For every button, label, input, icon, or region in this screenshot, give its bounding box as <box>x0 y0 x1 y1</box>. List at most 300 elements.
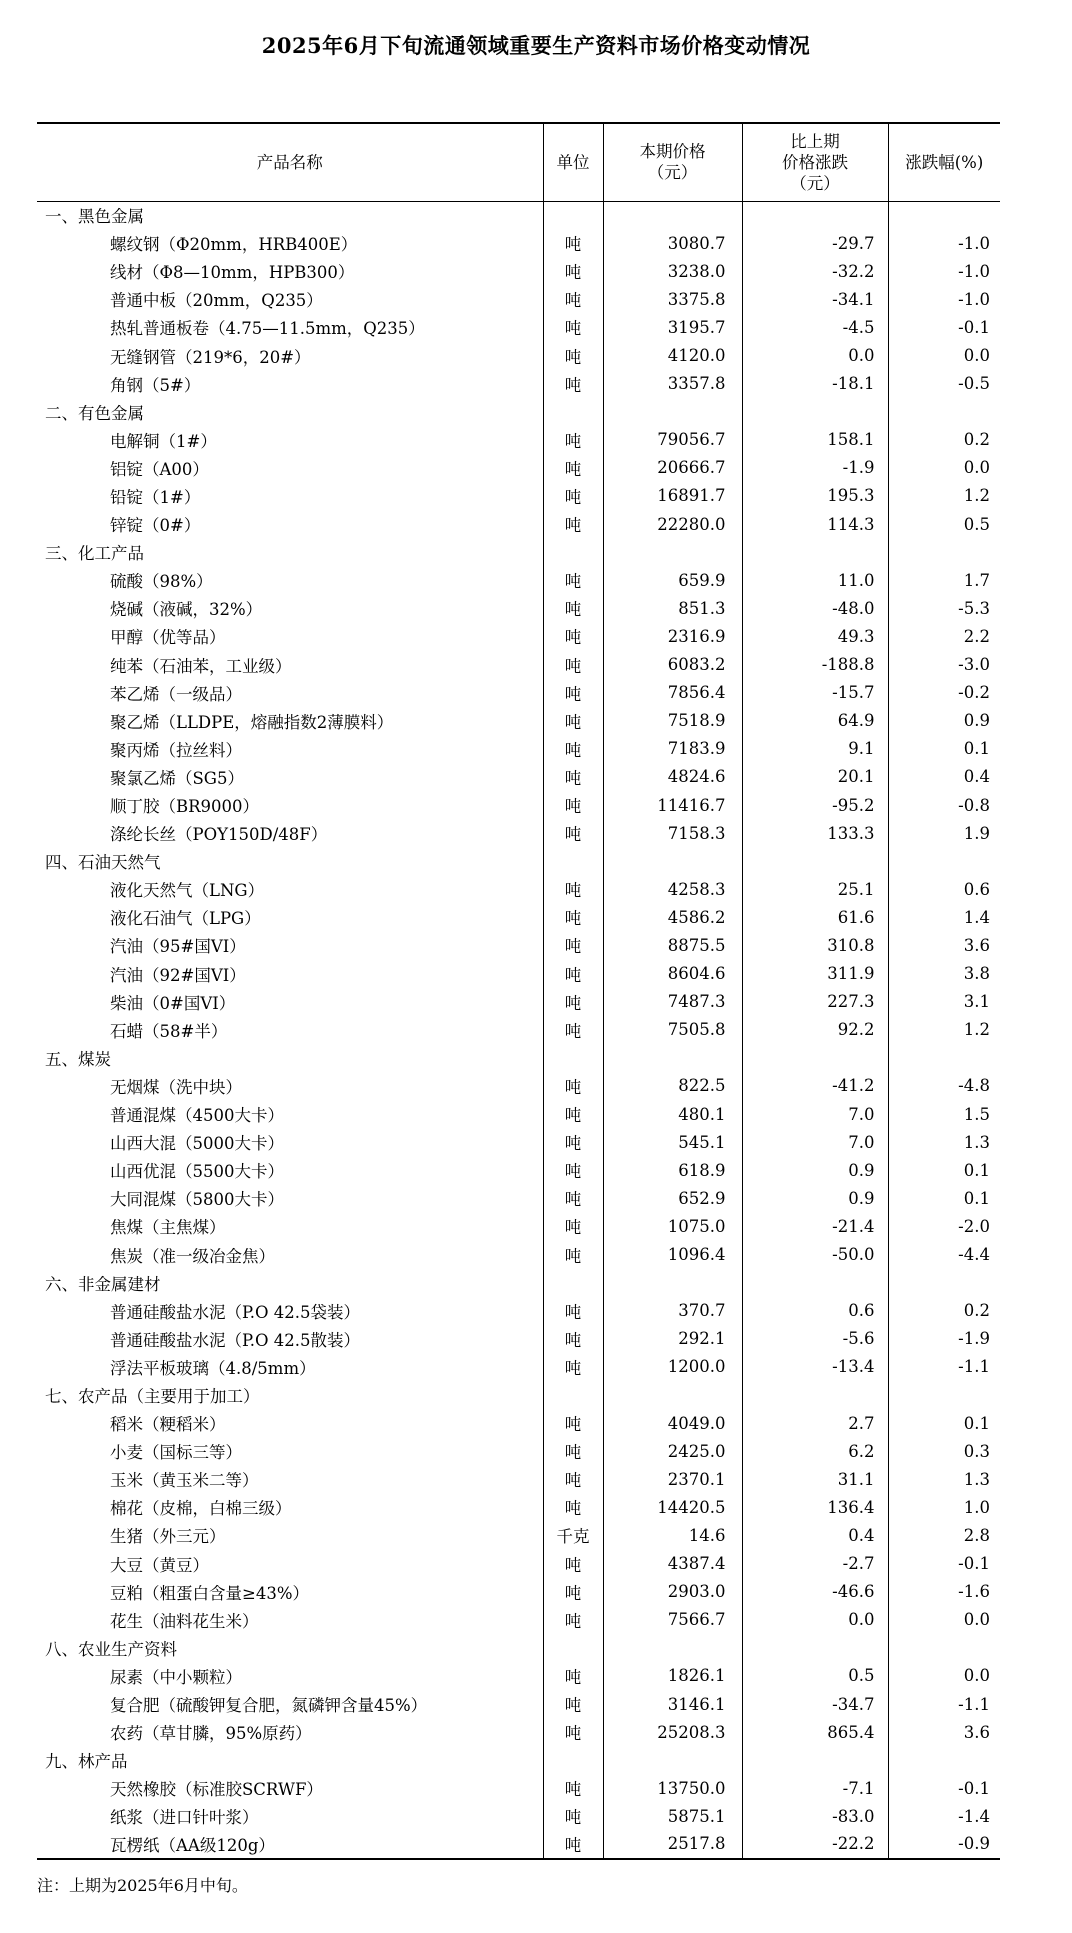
current-price: 618.9 <box>603 1156 742 1184</box>
price-change: 64.9 <box>742 707 888 735</box>
table-row <box>37 1240 1000 1268</box>
page-title: 2025年6月下旬流通领域重要生产资料市场价格变动情况 <box>261 33 811 58</box>
category-row <box>37 1746 1000 1774</box>
product-name: 铅锭（1#） <box>110 487 201 507</box>
table-row <box>37 510 1000 538</box>
unit-cell: 吨 <box>543 875 603 903</box>
product-name: 无缝钢管（219*6，20#） <box>110 347 311 367</box>
product-name: 稻米（粳稻米） <box>110 1415 226 1435</box>
table-row <box>37 819 1000 847</box>
current-price: 659.9 <box>603 566 742 594</box>
table-row <box>37 1774 1000 1802</box>
product-name: 石蜡（58#半） <box>110 1021 228 1041</box>
product-name: 顺丁胶（BR9000） <box>110 797 260 817</box>
header-product-name: 产品名称 <box>37 123 543 201</box>
unit-cell: 千克 <box>543 1521 603 1549</box>
change-percent: 0.9 <box>888 707 1000 735</box>
current-price: 7856.4 <box>603 679 742 707</box>
product-name: 花生（油料花生米） <box>110 1611 259 1631</box>
product-name: 柴油（0#国VI） <box>110 993 236 1013</box>
header-unit: 单位 <box>543 123 603 201</box>
empty-cell <box>742 1044 888 1072</box>
empty-cell <box>742 1634 888 1662</box>
empty-cell <box>543 1634 603 1662</box>
current-price: 79056.7 <box>603 426 742 454</box>
price-change: -188.8 <box>742 651 888 679</box>
price-change: 158.1 <box>742 426 888 454</box>
table-row <box>37 1662 1000 1690</box>
product-name: 纯苯（石油苯，工业级） <box>110 656 292 676</box>
category-name: 三、化工产品 <box>45 544 144 564</box>
empty-cell <box>888 1381 1000 1409</box>
current-price: 14420.5 <box>603 1493 742 1521</box>
unit-cell: 吨 <box>543 1606 603 1634</box>
unit-cell: 吨 <box>543 931 603 959</box>
change-percent: 1.4 <box>888 903 1000 931</box>
unit-cell: 吨 <box>543 960 603 988</box>
current-price: 7505.8 <box>603 1016 742 1044</box>
table-row <box>37 1325 1000 1353</box>
price-change: 7.0 <box>742 1100 888 1128</box>
empty-cell <box>543 201 603 229</box>
price-change: 227.3 <box>742 988 888 1016</box>
change-percent: 0.4 <box>888 763 1000 791</box>
product-name: 硫酸（98%） <box>110 572 213 592</box>
product-name: 涤纶长丝（POY150D/48F） <box>110 825 328 845</box>
table-row <box>37 1802 1000 1830</box>
unit-cell: 吨 <box>543 819 603 847</box>
change-percent: -0.1 <box>888 313 1000 341</box>
change-percent: -0.2 <box>888 679 1000 707</box>
current-price: 1200.0 <box>603 1353 742 1381</box>
price-change: 0.6 <box>742 1297 888 1325</box>
table-row <box>37 426 1000 454</box>
price-change: -7.1 <box>742 1774 888 1802</box>
unit-cell: 吨 <box>543 370 603 398</box>
product-name: 浮法平板玻璃（4.8/5mm） <box>110 1358 316 1378</box>
current-price: 6083.2 <box>603 651 742 679</box>
empty-cell <box>543 538 603 566</box>
current-price: 4586.2 <box>603 903 742 931</box>
header-price-change-line3: （元） <box>790 173 840 193</box>
current-price: 545.1 <box>603 1128 742 1156</box>
unit-cell: 吨 <box>543 763 603 791</box>
product-name: 聚丙烯（拉丝料） <box>110 740 242 760</box>
unit-cell: 吨 <box>543 510 603 538</box>
unit-cell: 吨 <box>543 1128 603 1156</box>
price-change: -29.7 <box>742 229 888 257</box>
empty-cell <box>603 201 742 229</box>
header-current-price-line2: （元） <box>647 163 698 183</box>
change-percent: 0.5 <box>888 510 1000 538</box>
product-name: 普通硅酸盐水泥（P.O 42.5袋装） <box>110 1302 361 1322</box>
product-name: 角钢（5#） <box>110 375 201 395</box>
product-name: 大豆（黄豆） <box>110 1555 209 1575</box>
table-row <box>37 1212 1000 1240</box>
price-change: 20.1 <box>742 763 888 791</box>
table-row <box>37 1606 1000 1634</box>
change-percent: 0.2 <box>888 1297 1000 1325</box>
price-change: 0.9 <box>742 1156 888 1184</box>
price-change: 31.1 <box>742 1465 888 1493</box>
category-row <box>37 847 1000 875</box>
price-change: 25.1 <box>742 875 888 903</box>
price-change: 311.9 <box>742 960 888 988</box>
unit-cell: 吨 <box>543 426 603 454</box>
price-change: -13.4 <box>742 1353 888 1381</box>
price-change: 114.3 <box>742 510 888 538</box>
product-name: 烧碱（液碱，32%） <box>110 600 263 620</box>
category-name: 五、煤炭 <box>45 1049 111 1069</box>
product-name: 焦煤（主焦煤） <box>110 1218 226 1238</box>
product-name: 苯乙烯（一级品） <box>110 684 242 704</box>
change-percent: 0.1 <box>888 1156 1000 1184</box>
unit-cell: 吨 <box>543 1156 603 1184</box>
price-change: 6.2 <box>742 1437 888 1465</box>
change-percent: -4.8 <box>888 1072 1000 1100</box>
empty-cell <box>742 1381 888 1409</box>
table-row <box>37 1128 1000 1156</box>
unit-cell: 吨 <box>543 1353 603 1381</box>
empty-cell <box>603 1269 742 1297</box>
table-row <box>37 229 1000 257</box>
footnote: 注：上期为2025年6月中旬。 <box>37 1876 248 1895</box>
table-row <box>37 341 1000 369</box>
price-change: 11.0 <box>742 566 888 594</box>
table-row <box>37 1578 1000 1606</box>
product-name: 瓦楞纸（AA级120g） <box>37 1830 543 1858</box>
price-change: 136.4 <box>742 1493 888 1521</box>
change-percent: 3.1 <box>888 988 1000 1016</box>
current-price: 3195.7 <box>603 313 742 341</box>
product-name: 线材（Φ8—10mm，HPB300） <box>110 263 355 283</box>
empty-cell <box>888 538 1000 566</box>
unit-cell: 吨 <box>543 313 603 341</box>
current-price: 7566.7 <box>603 1606 742 1634</box>
price-change: 49.3 <box>742 622 888 650</box>
product-name: 液化石油气（LPG） <box>110 909 261 929</box>
unit-cell: 吨 <box>543 1690 603 1718</box>
current-price: 4387.4 <box>603 1550 742 1578</box>
change-percent: 0.1 <box>888 735 1000 763</box>
unit-cell: 吨 <box>543 1578 603 1606</box>
unit-cell: 吨 <box>543 1437 603 1465</box>
price-change: -95.2 <box>742 791 888 819</box>
table-row <box>37 1830 1000 1858</box>
change-percent: -1.1 <box>888 1690 1000 1718</box>
price-change: 61.6 <box>742 903 888 931</box>
unit-cell: 吨 <box>543 1072 603 1100</box>
change-percent: -0.1 <box>888 1550 1000 1578</box>
price-change: -5.6 <box>742 1325 888 1353</box>
unit-cell: 吨 <box>543 1212 603 1240</box>
price-change: -32.2 <box>742 257 888 285</box>
price-change: 0.0 <box>742 1606 888 1634</box>
table-row <box>37 791 1000 819</box>
unit-cell: 吨 <box>543 1774 603 1802</box>
change-percent: 1.7 <box>888 566 1000 594</box>
price-change: -18.1 <box>742 370 888 398</box>
price-change: -2.7 <box>742 1550 888 1578</box>
current-price: 292.1 <box>603 1325 742 1353</box>
product-name: 农药（草甘膦，95%原药） <box>110 1724 312 1744</box>
change-percent: 3.8 <box>888 960 1000 988</box>
unit-cell: 吨 <box>543 257 603 285</box>
empty-cell <box>888 1044 1000 1072</box>
header-change-percent: 涨跌幅(%) <box>888 123 1000 201</box>
empty-cell <box>888 847 1000 875</box>
empty-cell <box>603 1746 742 1774</box>
product-name: 普通混煤（4500大卡） <box>110 1106 284 1126</box>
product-name: 大同混煤（5800大卡） <box>110 1190 284 1210</box>
current-price: 7518.9 <box>603 707 742 735</box>
table-row <box>37 285 1000 313</box>
category-name: 二、有色金属 <box>45 403 144 423</box>
category-row <box>37 1044 1000 1072</box>
change-percent: -0.9 <box>888 1830 1000 1858</box>
product-name: 锌锭（0#） <box>110 516 201 536</box>
empty-cell <box>543 1044 603 1072</box>
table-row <box>37 651 1000 679</box>
price-change: 0.0 <box>742 341 888 369</box>
price-change: -4.5 <box>742 313 888 341</box>
price-change: -48.0 <box>742 594 888 622</box>
category-row <box>37 1381 1000 1409</box>
current-price: 1826.1 <box>603 1662 742 1690</box>
price-change: 9.1 <box>742 735 888 763</box>
change-percent: 1.9 <box>888 819 1000 847</box>
unit-cell: 吨 <box>543 679 603 707</box>
empty-cell <box>603 1044 742 1072</box>
price-change: -50.0 <box>742 1240 888 1268</box>
product-name: 汽油（92#国VI） <box>110 965 246 985</box>
price-change: 2.7 <box>742 1409 888 1437</box>
product-name: 无烟煤（洗中块） <box>110 1077 242 1097</box>
empty-cell <box>603 1381 742 1409</box>
unit-cell: 吨 <box>543 988 603 1016</box>
current-price: 8604.6 <box>603 960 742 988</box>
change-percent: -5.3 <box>888 594 1000 622</box>
table-row <box>37 370 1000 398</box>
change-percent: 3.6 <box>888 931 1000 959</box>
change-percent: -0.5 <box>888 370 1000 398</box>
product-name: 汽油（95#国VI） <box>110 937 246 957</box>
current-price: 4049.0 <box>603 1409 742 1437</box>
change-percent: 0.6 <box>888 875 1000 903</box>
current-price: 822.5 <box>603 1072 742 1100</box>
product-name: 螺纹钢（Φ20mm，HRB400E） <box>110 235 358 255</box>
change-percent: 0.2 <box>888 426 1000 454</box>
category-row <box>37 201 1000 229</box>
product-name: 复合肥（硫酸钾复合肥，氮磷钾含量45%） <box>110 1696 428 1716</box>
current-price: 652.9 <box>603 1184 742 1212</box>
category-name: 九、林产品 <box>45 1752 128 1772</box>
change-percent: 0.0 <box>888 454 1000 482</box>
unit-cell: 吨 <box>543 1325 603 1353</box>
change-percent: 3.6 <box>888 1718 1000 1746</box>
table-row <box>37 594 1000 622</box>
table-row <box>37 482 1000 510</box>
table-row <box>37 1156 1000 1184</box>
product-name: 尿素（中小颗粒） <box>110 1667 242 1687</box>
current-price: 14.6 <box>603 1521 742 1549</box>
current-price: 3146.1 <box>603 1690 742 1718</box>
product-name: 生猪（外三元） <box>110 1527 226 1547</box>
current-price: 7487.3 <box>603 988 742 1016</box>
empty-cell <box>742 1269 888 1297</box>
product-name: 液化天然气（LNG） <box>110 881 265 901</box>
unit-cell: 吨 <box>543 1100 603 1128</box>
table-row <box>37 1465 1000 1493</box>
header-price-change <box>742 123 888 201</box>
price-change: 7.0 <box>742 1128 888 1156</box>
current-price: 4824.6 <box>603 763 742 791</box>
unit-cell: 吨 <box>543 735 603 763</box>
change-percent: 1.2 <box>888 1016 1000 1044</box>
product-name: 焦炭（准一级冶金焦） <box>110 1246 275 1266</box>
category-row <box>37 1269 1000 1297</box>
product-name: 普通中板（20mm，Q235） <box>110 291 323 311</box>
change-percent: 1.3 <box>888 1128 1000 1156</box>
table-row <box>37 960 1000 988</box>
table-row <box>37 1353 1000 1381</box>
category-row <box>37 538 1000 566</box>
current-price: 4120.0 <box>603 341 742 369</box>
current-price: 2903.0 <box>603 1578 742 1606</box>
category-name: 六、非金属建材 <box>45 1274 161 1294</box>
current-price: 851.3 <box>603 594 742 622</box>
price-change: 92.2 <box>742 1016 888 1044</box>
current-price: 11416.7 <box>603 791 742 819</box>
change-percent: -1.0 <box>888 257 1000 285</box>
product-name: 山西大混（5000大卡） <box>110 1134 284 1154</box>
price-change: -15.7 <box>742 679 888 707</box>
price-table <box>37 122 1000 1860</box>
price-change: -83.0 <box>742 1802 888 1830</box>
current-price: 2370.1 <box>603 1465 742 1493</box>
price-change: -34.1 <box>742 285 888 313</box>
change-percent: -0.1 <box>888 1774 1000 1802</box>
category-name: 七、农产品（主要用于加工） <box>45 1386 260 1406</box>
change-percent: 1.0 <box>888 1493 1000 1521</box>
empty-cell <box>603 538 742 566</box>
change-percent: -1.0 <box>888 229 1000 257</box>
table-row <box>37 1718 1000 1746</box>
unit-cell: 吨 <box>543 1297 603 1325</box>
empty-cell <box>543 1381 603 1409</box>
current-price: 2316.9 <box>603 622 742 650</box>
unit-cell: 吨 <box>543 229 603 257</box>
product-name: 玉米（黄玉米二等） <box>110 1471 259 1491</box>
price-change: 0.5 <box>742 1662 888 1690</box>
product-name: 普通硅酸盐水泥（P.O 42.5散装） <box>110 1330 361 1350</box>
product-name: 聚乙烯（LLDPE，熔融指数2薄膜料） <box>110 712 394 732</box>
category-name: 一、黑色金属 <box>45 207 144 227</box>
product-name: 豆粕（粗蛋白含量≥43%） <box>110 1583 309 1603</box>
empty-cell <box>742 1746 888 1774</box>
current-price: 1075.0 <box>603 1212 742 1240</box>
current-price: 5875.1 <box>603 1802 742 1830</box>
current-price: 7158.3 <box>603 819 742 847</box>
product-name: 小麦（国标三等） <box>110 1443 242 1463</box>
current-price: 8875.5 <box>603 931 742 959</box>
empty-cell <box>742 201 888 229</box>
change-percent: 1.3 <box>888 1465 1000 1493</box>
change-percent: -1.6 <box>888 1578 1000 1606</box>
change-percent: -1.1 <box>888 1353 1000 1381</box>
price-change: -22.2 <box>742 1830 888 1858</box>
unit-cell: 吨 <box>543 566 603 594</box>
unit-cell: 吨 <box>543 1662 603 1690</box>
empty-cell <box>603 398 742 426</box>
table-row <box>37 735 1000 763</box>
empty-cell <box>543 1746 603 1774</box>
unit-cell: 吨 <box>543 1550 603 1578</box>
header-current-price <box>603 123 742 201</box>
product-name: 聚氯乙烯（SG5） <box>110 768 244 788</box>
header-price-change-line2: 价格涨跌 <box>782 152 848 172</box>
price-change: -21.4 <box>742 1212 888 1240</box>
empty-cell <box>888 398 1000 426</box>
unit-cell: 吨 <box>543 341 603 369</box>
change-percent: 2.2 <box>888 622 1000 650</box>
unit-cell: 吨 <box>543 1409 603 1437</box>
product-name: 热轧普通板卷（4.75—11.5mm，Q235） <box>110 319 425 339</box>
table-row <box>37 1550 1000 1578</box>
price-change: -34.7 <box>742 1690 888 1718</box>
change-percent: 0.1 <box>888 1409 1000 1437</box>
table-row <box>37 454 1000 482</box>
table-row <box>37 1690 1000 1718</box>
price-change: -1.9 <box>742 454 888 482</box>
empty-cell <box>603 1634 742 1662</box>
change-percent: -3.0 <box>888 651 1000 679</box>
category-row <box>37 398 1000 426</box>
current-price: 3080.7 <box>603 229 742 257</box>
current-price: 4258.3 <box>603 875 742 903</box>
current-price: 3357.8 <box>603 370 742 398</box>
current-price: 2517.8 <box>603 1830 742 1858</box>
table-row <box>37 1016 1000 1044</box>
unit-cell: 吨 <box>543 285 603 313</box>
table-row <box>37 1100 1000 1128</box>
empty-cell <box>888 201 1000 229</box>
current-price: 3375.8 <box>603 285 742 313</box>
change-percent: -1.4 <box>888 1802 1000 1830</box>
price-change: -46.6 <box>742 1578 888 1606</box>
product-name: 电解铜（1#） <box>110 431 217 451</box>
unit-cell: 吨 <box>543 1240 603 1268</box>
unit-cell: 吨 <box>543 651 603 679</box>
table-row <box>37 1521 1000 1549</box>
current-price: 7183.9 <box>603 735 742 763</box>
header-current-price-line1: 本期价格 <box>639 142 706 162</box>
table-row <box>37 763 1000 791</box>
empty-cell <box>888 1269 1000 1297</box>
table-row <box>37 566 1000 594</box>
table-body <box>37 201 1000 1859</box>
unit-cell: 吨 <box>543 1718 603 1746</box>
product-name: 山西优混（5500大卡） <box>110 1162 284 1182</box>
table-row <box>37 1072 1000 1100</box>
current-price: 370.7 <box>603 1297 742 1325</box>
unit-cell: 吨 <box>543 903 603 931</box>
current-price: 480.1 <box>603 1100 742 1128</box>
change-percent: 0.0 <box>888 341 1000 369</box>
table-row <box>37 257 1000 285</box>
unit-cell: 吨 <box>543 791 603 819</box>
table-row <box>37 1409 1000 1437</box>
